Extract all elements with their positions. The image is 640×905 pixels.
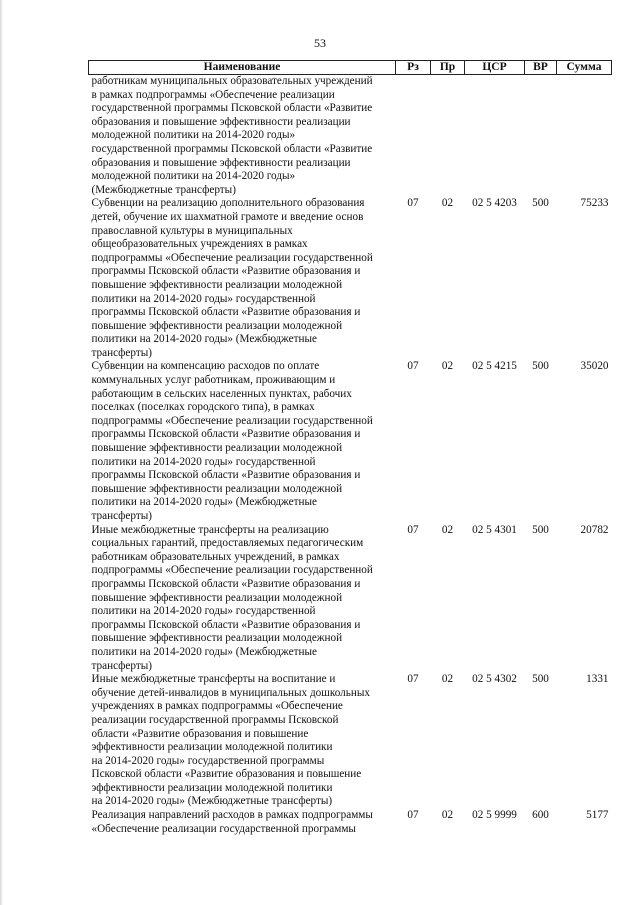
description-line: в рамках подпрограммы «Обеспечение реализации <box>91 88 335 101</box>
description-line: программы Псковской области «Развитие образования и <box>91 577 361 590</box>
header-sum: Сумма <box>557 61 612 75</box>
row-description <box>89 197 396 360</box>
description-line: программы Псковской области «Развитие образования и <box>91 469 361 482</box>
row-vr: 500 <box>532 197 549 210</box>
row-rz <box>396 75 431 198</box>
description-line: повышение эффективности реализации молодежной <box>91 278 343 291</box>
row-description <box>89 673 396 809</box>
description-line: программы Псковской области «Развитие образования и <box>91 265 361 278</box>
row-vr <box>525 75 557 198</box>
row-csr: 02 5 9999 <box>472 809 517 822</box>
row-pr: 02 <box>441 809 454 822</box>
row-sum: 35020 <box>580 360 609 373</box>
description-line: политики на 2014-2020 годы» (Межбюджетные <box>91 333 317 346</box>
row-csr: 02 5 4301 <box>472 523 517 536</box>
description-line: образования и повышение эффективности реализации <box>91 115 351 128</box>
description-line: политики на 2014-2020 годы» (Межбюджетные <box>91 496 317 509</box>
description-line: учреждениях в рамках подпрограммы «Обеспечение <box>91 700 343 713</box>
row-sum: 5177 <box>586 809 609 822</box>
row-description <box>89 524 396 674</box>
description-line: молодежной политики на 2014-2020 годы» <box>91 129 296 142</box>
description-line: Псковской области «Развитие образования и повышение <box>91 768 362 781</box>
description-line: политики на 2014-2020 годы» государственной <box>91 605 316 618</box>
table-body <box>89 75 612 837</box>
description-line: молодежной политики на 2014-2020 годы» <box>91 170 296 183</box>
description-line: повышение эффективности реализации молодежной <box>91 482 343 495</box>
description-line: Иные межбюджетные трансферты на воспитание и <box>91 673 336 686</box>
header-vr: ВР <box>525 61 557 75</box>
description-line: трансферты) <box>91 659 152 672</box>
table-row <box>89 673 612 809</box>
description-line: трансферты) <box>91 346 152 359</box>
header-csr: ЦСР <box>465 61 525 75</box>
description-line: трансферты) <box>91 510 152 522</box>
description-line: эффективности реализации молодежной политики <box>91 741 333 754</box>
page-number: 53 <box>314 36 326 50</box>
description-line: программы Псковской области «Развитие образования и <box>91 306 361 319</box>
row-vr: 600 <box>532 809 549 822</box>
row-sum: 1331 <box>586 673 609 686</box>
description-line: детей, обучение их шахматной грамоте и введение основ <box>91 210 364 223</box>
description-line: православной культуры в муниципальных <box>91 224 293 237</box>
description-line: государственной программы Псковской области «Развитие <box>91 142 373 155</box>
table-row <box>89 360 612 523</box>
description-line: государственной программы Псковской области «Развитие <box>91 102 373 115</box>
description-line: повышение эффективности реализации молодежной <box>91 632 343 645</box>
header-rz: Рз <box>396 61 431 75</box>
row-csr: 02 5 4302 <box>472 673 517 686</box>
row-rz: 07 <box>407 673 419 686</box>
description-line: Субвенции на реализацию дополнительного образования <box>91 197 365 210</box>
description-line: политики на 2014-2020 годы» государственной <box>91 455 316 468</box>
description-line: (Межбюджетные трансферты) <box>91 183 236 196</box>
description-line: повышение эффективности реализации молодежной <box>91 591 343 604</box>
description-line: образования и повышение эффективности реализации <box>91 156 351 169</box>
description-line: общеобразовательных учреждениях в рамках <box>91 238 308 251</box>
description-line: на 2014-2020 годы» (Межбюджетные трансферты) <box>91 795 333 808</box>
row-pr <box>431 75 465 198</box>
row-rz: 07 <box>407 523 419 536</box>
row-csr: 02 5 4215 <box>472 360 517 373</box>
row-pr: 02 <box>441 197 454 210</box>
description-line: подпрограммы «Обеспечение реализации государственной <box>91 414 373 427</box>
table-row <box>89 524 612 674</box>
row-pr: 02 <box>441 360 454 373</box>
row-vr: 500 <box>532 673 549 686</box>
description-line: повышение эффективности реализации молодежной <box>91 319 343 332</box>
description-line: повышение эффективности реализации молодежной <box>91 442 343 455</box>
row-description <box>89 809 396 836</box>
description-line: Субвенции на компенсацию расходов по оплате <box>91 360 320 373</box>
description-line: подпрограммы «Обеспечение реализации государственной <box>91 251 373 264</box>
row-vr: 500 <box>532 360 549 373</box>
description-line: Иные межбюджетные трансферты на реализацию <box>91 523 329 536</box>
description-line: работникам образовательных учреждений, в рамках <box>91 550 340 563</box>
row-csr: 02 5 4203 <box>472 197 517 210</box>
row-pr: 02 <box>441 673 454 686</box>
row-rz: 07 <box>407 360 419 373</box>
description-line: политики на 2014-2020 годы» государственной <box>91 292 316 305</box>
scan-edge <box>0 0 3 905</box>
description-line: коммунальных услуг работникам, проживающим и <box>91 374 336 387</box>
row-description <box>89 360 396 523</box>
row-rz: 07 <box>407 197 419 210</box>
description-line: эффективности реализации молодежной политики <box>91 781 333 794</box>
description-line: «Обеспечение реализации государственной программы <box>91 822 356 835</box>
header-name: Наименование <box>89 61 396 75</box>
row-description <box>89 75 396 198</box>
description-line: на 2014-2020 годы» государственной программы <box>91 754 325 767</box>
header-pr: Пр <box>431 61 465 75</box>
description-line: работающим в сельских населенных пунктах, рабочих <box>91 387 352 400</box>
row-pr: 02 <box>441 523 454 536</box>
description-line: социальных гарантий, предоставляемых педагогическим <box>91 537 364 550</box>
budget-table <box>88 60 612 836</box>
table-row <box>89 197 612 360</box>
description-line: работникам муниципальных образовательных учреждений <box>91 75 373 87</box>
row-rz: 07 <box>407 809 419 822</box>
description-line: Реализация направлений расходов в рамках подпрограммы <box>91 809 373 822</box>
table-row <box>89 75 612 198</box>
row-sum: 20782 <box>580 523 609 536</box>
description-line: поселках (поселках городского типа), в рамках <box>91 401 315 414</box>
description-line: политики на 2014-2020 годы» (Межбюджетные <box>91 645 317 658</box>
description-line: подпрограммы «Обеспечение реализации государственной <box>91 564 373 577</box>
row-sum <box>557 75 612 198</box>
row-sum: 75233 <box>580 197 609 210</box>
row-vr: 500 <box>532 523 549 536</box>
description-line: программы Псковской области «Развитие образования и <box>91 428 361 441</box>
table-header-row <box>89 61 612 75</box>
description-line: области «Развитие образования и повышение <box>91 727 309 740</box>
description-line: программы Псковской области «Развитие образования и <box>91 618 361 631</box>
row-csr <box>465 75 525 198</box>
description-line: обучение детей-инвалидов в муниципальных дошкольных <box>91 686 370 699</box>
description-line: реализации государственной программы Псковской <box>91 713 339 726</box>
table-row <box>89 809 612 836</box>
